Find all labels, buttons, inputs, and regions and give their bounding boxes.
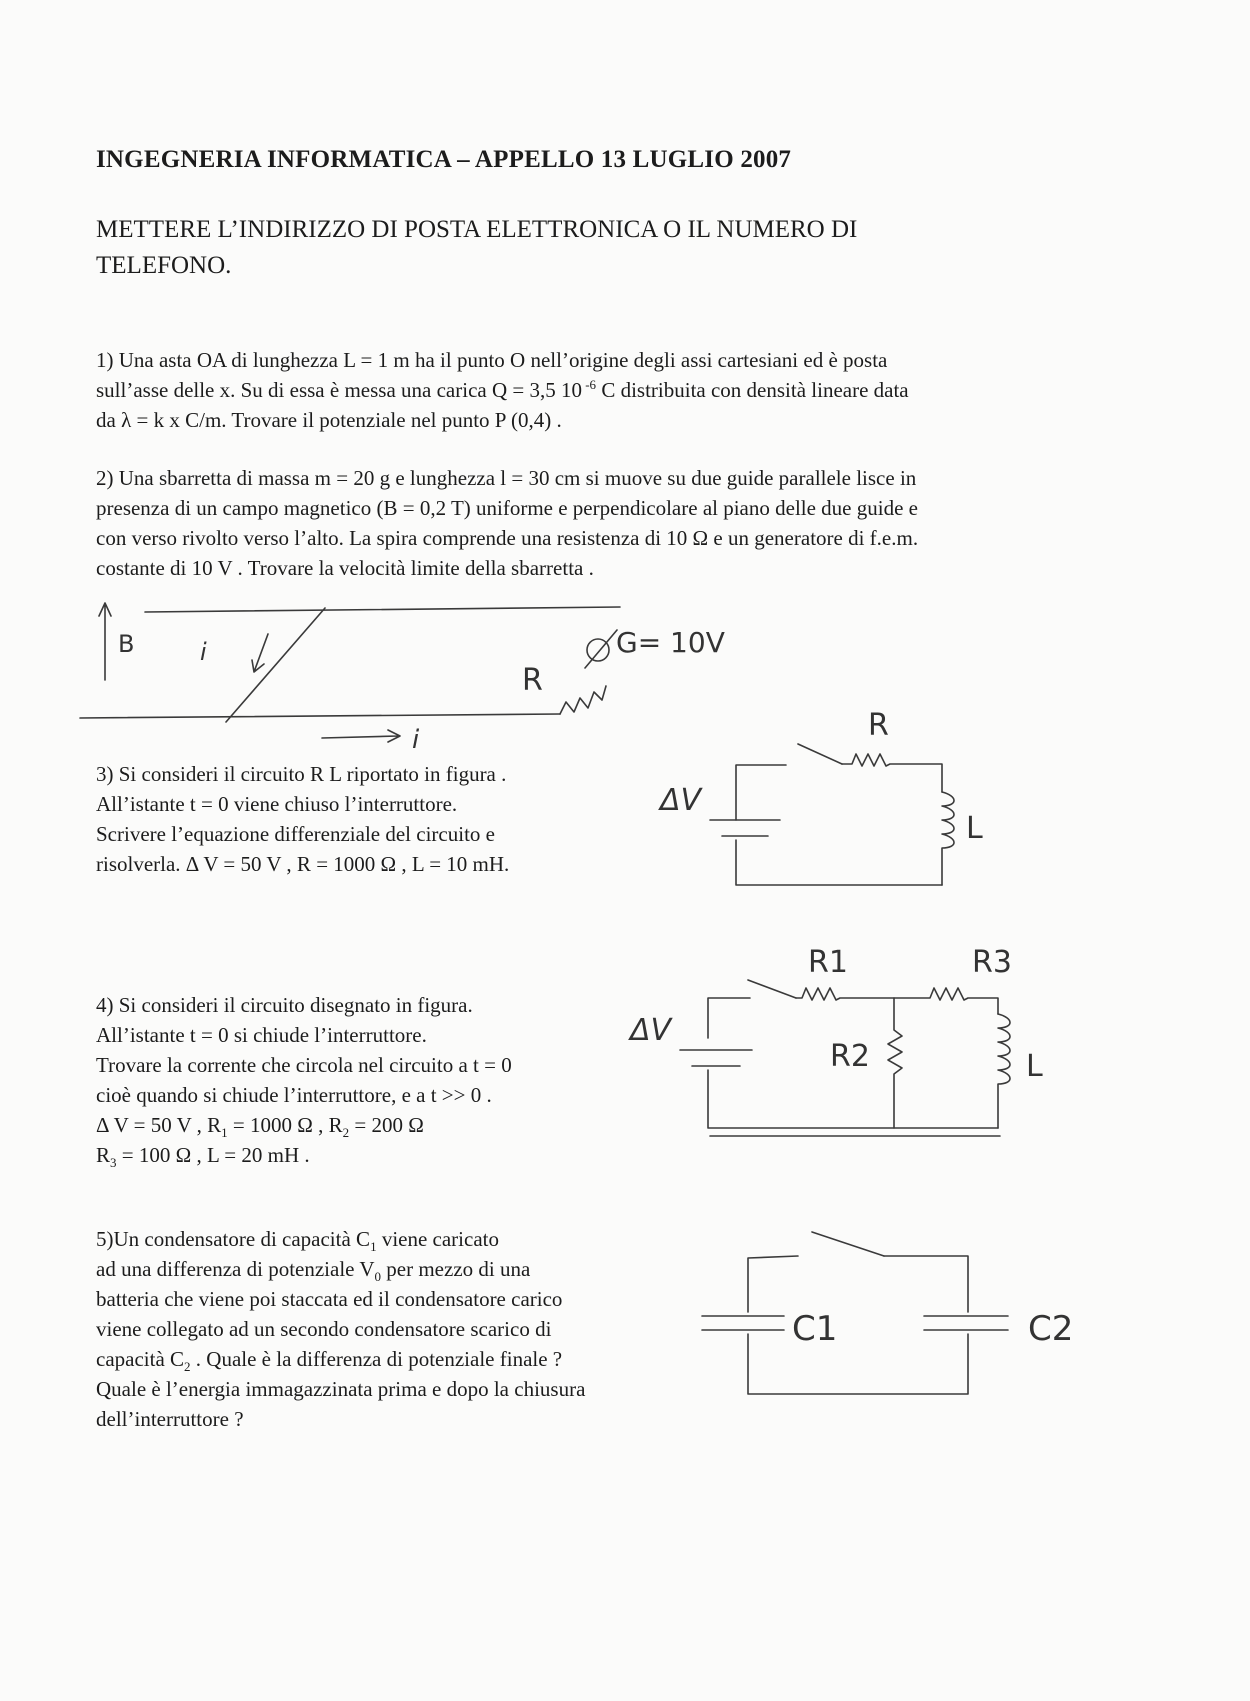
- instruction-line: TELEFONO.: [96, 252, 232, 279]
- resistor-r: [842, 754, 942, 792]
- text: viene caricato: [376, 1227, 499, 1251]
- problem-1-line: da λ = k x C/m. Trovare il potenziale nel punto P (0,4) .: [96, 408, 562, 432]
- current-arrow-rail: [322, 730, 400, 742]
- resistor-r3: [894, 988, 998, 1014]
- lower-rail: [80, 714, 560, 718]
- switch-lever: [748, 980, 796, 998]
- wire-right-top: [884, 1256, 968, 1312]
- label-i-bar: i: [200, 638, 207, 666]
- problem-4-line: All’istante t = 0 si chiude l’interruttore.: [96, 1023, 427, 1047]
- problem-5-line: batteria che viene poi staccata ed il condensatore carico: [96, 1287, 563, 1311]
- text: Δ V = 50 V , R: [96, 1113, 222, 1137]
- inductor-l: [998, 1014, 1010, 1128]
- label-r: R: [868, 708, 889, 743]
- text: C distribuita con densità lineare data: [596, 378, 909, 402]
- problem-3-line: risolverla. Δ V = 50 V , R = 1000 Ω , L = 10 mH.: [96, 852, 510, 876]
- problem-1-line: 1) Una asta OA di lunghezza L = 1 m ha il punto O nell’origine degli assi cartesiani ed è posta: [96, 348, 888, 372]
- subscript: 1: [370, 1239, 377, 1255]
- label-r3: R3: [972, 945, 1012, 980]
- text: = 1000 Ω , R: [227, 1113, 343, 1137]
- problem-5-line: Quale è l’energia immagazzinata prima e dopo la chiusura: [96, 1377, 586, 1401]
- label-generator: G= 10V: [616, 626, 725, 659]
- problem-2-line: presenza di un campo magnetico (B = 0,2 T) uniforme e perpendicolare al piano delle due guide e: [96, 496, 918, 520]
- wire-bottom: [708, 1070, 998, 1128]
- problem-4-line: cioè quando si chiude l’interruttore, e a t >> 0 .: [96, 1083, 492, 1107]
- wire-left-top: [736, 765, 786, 820]
- resistor-r2: [888, 998, 902, 1128]
- figure-rl-circuit: [658, 708, 983, 885]
- label-c2: C2: [1028, 1309, 1074, 1349]
- switch-lever: [812, 1232, 884, 1256]
- exponent: -6: [581, 377, 597, 392]
- switch-lever: [798, 744, 842, 764]
- resistor-zigzag: [560, 686, 606, 714]
- text: = 100 Ω , L = 20 mH .: [116, 1143, 310, 1167]
- text: sull’asse delle x. Su di essa è messa una carica Q = 3,5 10: [96, 378, 582, 402]
- text: capacità C: [96, 1347, 185, 1371]
- wire-left-top: [748, 1256, 798, 1312]
- label-l: L: [1026, 1049, 1043, 1084]
- subscript: 1: [221, 1125, 228, 1141]
- text: = 200 Ω: [349, 1113, 424, 1137]
- subscript: 2: [342, 1125, 350, 1141]
- label-c1: C1: [792, 1309, 838, 1349]
- label-delta-v: ΔV: [630, 1013, 672, 1048]
- generator-stroke: [585, 630, 617, 668]
- sliding-bar: [226, 608, 325, 722]
- problem-3-line: All’istante t = 0 viene chiuso l’interruttore.: [96, 792, 458, 816]
- subscript: 0: [374, 1269, 382, 1285]
- b-field-arrow: [99, 603, 111, 680]
- wire-bottom: [736, 840, 942, 885]
- problem-5-line: viene collegato ad un secondo condensatore scarico di: [96, 1317, 552, 1341]
- text: ad una differenza di potenziale V: [96, 1257, 375, 1281]
- inductor-l: [942, 792, 954, 885]
- label-r: R: [522, 663, 543, 698]
- label-delta-v: ΔV: [660, 783, 702, 818]
- wire-bottom: [748, 1334, 968, 1394]
- problem-2-line: 2) Una sbarretta di massa m = 20 g e lunghezza l = 30 cm si muove su due guide parallele lisce in: [96, 466, 917, 490]
- text: . Quale è la differenza di potenziale finale ?: [190, 1347, 563, 1371]
- current-arrow-bar: [252, 634, 268, 672]
- label-r1: R1: [808, 945, 848, 980]
- problem-3-line: Scrivere l’equazione differenziale del circuito e: [96, 822, 495, 846]
- exam-title: INGEGNERIA INFORMATICA – APPELLO 13 LUGLIO 2007: [96, 146, 792, 173]
- problem-2-line: con verso rivolto verso l’alto. La spira comprende una resistenza di 10 Ω e un generatore di f.e.m.: [96, 526, 919, 550]
- text: 5)Un condensatore di capacità C: [96, 1227, 371, 1251]
- wire-left-top: [708, 998, 750, 1038]
- text: per mezzo di una: [381, 1257, 531, 1281]
- subscript: 3: [110, 1155, 117, 1171]
- label-i-rail: i: [412, 725, 420, 755]
- upper-rail: [145, 607, 620, 612]
- text: R: [96, 1143, 111, 1167]
- figure-rrl-circuit: [628, 945, 1043, 1136]
- problem-4-line: 4) Si consideri il circuito disegnato in figura.: [96, 993, 473, 1017]
- resistor-r1: [796, 988, 894, 1000]
- problem-2-line: costante di 10 V . Trovare la velocità limite della sbarretta .: [96, 556, 594, 580]
- problem-3-line: 3) Si consideri il circuito R L riportato in figura .: [96, 762, 507, 786]
- label-l: L: [966, 811, 983, 846]
- figure-capacitor-circuit: [702, 1232, 1073, 1394]
- figure-rail-circuit: [80, 603, 725, 755]
- label-b: B: [118, 630, 135, 658]
- subscript: 2: [184, 1359, 191, 1375]
- label-r2: R2: [830, 1039, 870, 1074]
- problem-4-line: Trovare la corrente che circola nel circuito a t = 0: [96, 1053, 512, 1077]
- instruction-line: METTERE L’INDIRIZZO DI POSTA ELETTRONICA O IL NUMERO DI: [96, 216, 858, 243]
- problem-5-line: dell’interruttore ?: [96, 1407, 244, 1431]
